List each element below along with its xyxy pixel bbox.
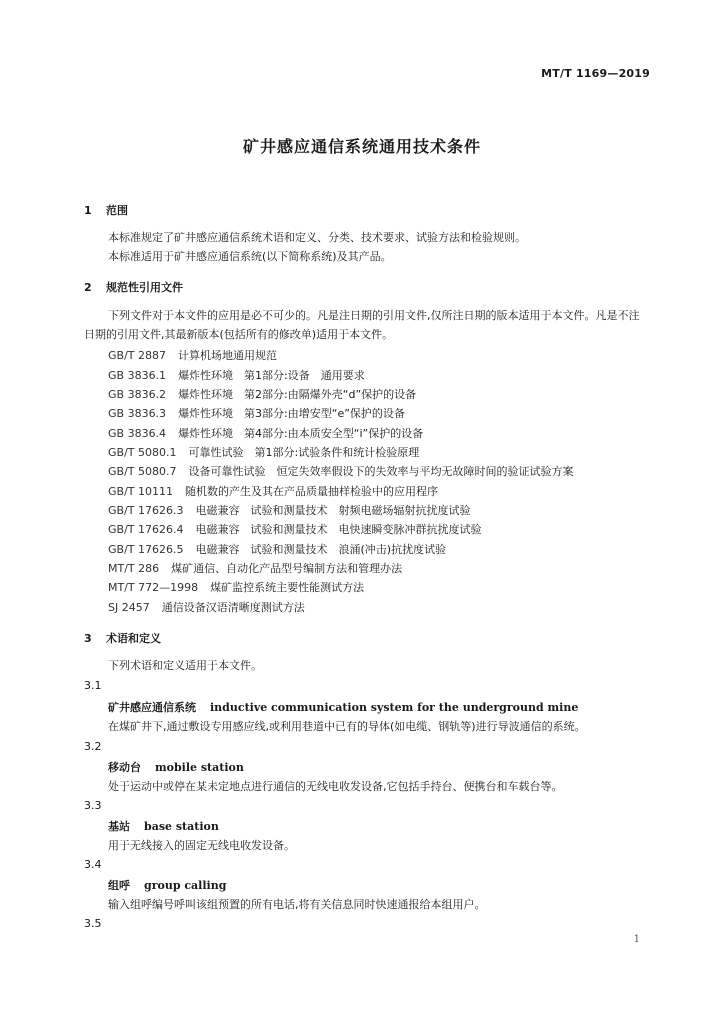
reference-item	[108, 425, 423, 441]
reference-item	[108, 463, 573, 479]
reference-item	[108, 405, 405, 421]
term-number: 3.1	[84, 679, 102, 692]
term-definition: 处于运动中或停在某未定地点进行通信的无线电收发设备,它包括手持台、便携台和车载台等。	[108, 780, 563, 793]
reference-name: 爆炸性环境 第3部分:由增安型“e”保护的设备	[178, 407, 405, 420]
reference-name: 煤矿通信、自动化产品型号编制方法和管理办法	[171, 562, 403, 575]
term-zh: 移动台	[108, 761, 141, 774]
paragraph: 本标准适用于矿井感应通信系统(以下简称系统)及其产品。	[108, 250, 392, 263]
term-definition: 在煤矿井下,通过敷设专用感应线,或利用巷道中已有的导体(如电缆、钢轨等)进行导波通信的系统。	[108, 720, 586, 733]
reference-name: 爆炸性环境 第2部分:由隔爆外壳“d”保护的设备	[178, 388, 417, 401]
section-2-heading	[84, 279, 183, 295]
reference-item	[108, 483, 438, 499]
reference-name: 电磁兼容 试验和测量技术 电快速瞬变脉冲群抗扰度试验	[195, 523, 482, 536]
reference-name: 电磁兼容 试验和测量技术 射频电磁场辐射抗扰度试验	[195, 504, 471, 517]
reference-name: 通信设备汉语清晰度测试方法	[161, 601, 305, 614]
term-zh: 基站	[108, 820, 130, 833]
document-title: 矿井感应通信系统通用技术条件	[242, 137, 481, 156]
section-title: 术语和定义	[106, 632, 161, 645]
reference-item	[108, 502, 470, 518]
reference-code: MT/T 772—1998	[108, 581, 199, 594]
reference-code: GB/T 17626.5	[108, 543, 184, 556]
term-en: group calling	[144, 879, 227, 892]
reference-code: MT/T 286	[108, 562, 160, 575]
term-zh: 组呼	[108, 879, 130, 892]
standard-code: MT/T 1169—2019	[541, 67, 650, 80]
term-entry	[108, 877, 226, 893]
reference-item	[108, 367, 365, 383]
paragraph: 下列术语和定义适用于本文件。	[108, 659, 262, 672]
section-number: 1	[84, 204, 92, 217]
section-number: 3	[84, 632, 92, 645]
reference-code: SJ 2457	[108, 601, 150, 614]
reference-name: 爆炸性环境 第4部分:由本质安全型“i”保护的设备	[178, 427, 424, 440]
reference-name: 煤矿监控系统主要性能测试方法	[210, 581, 365, 594]
page-number: 1	[633, 934, 640, 945]
reference-code: GB/T 10111	[108, 485, 173, 498]
term-number: 3.3	[84, 799, 102, 812]
reference-code: GB 3836.4	[108, 427, 167, 440]
term-number: 3.5	[84, 917, 102, 930]
term-entry	[108, 818, 219, 834]
section-3-heading	[84, 630, 161, 646]
reference-item	[108, 541, 446, 557]
reference-name: 随机数的产生及其在产品质量抽样检验中的应用程序	[185, 485, 438, 498]
reference-name: 可靠性试验 第1部分:试验条件和统计检验原理	[188, 446, 420, 459]
section-title: 范围	[106, 204, 128, 217]
term-entry	[108, 699, 578, 715]
term-en: base station	[144, 820, 219, 833]
reference-name: 爆炸性环境 第1部分:设备 通用要求	[178, 369, 365, 382]
reference-name: 电磁兼容 试验和测量技术 浪涌(冲击)抗扰度试验	[195, 543, 447, 556]
term-number: 3.2	[84, 740, 102, 753]
reference-code: GB/T 17626.3	[108, 504, 184, 517]
reference-code: GB/T 2887	[108, 349, 166, 362]
reference-code: GB 3836.1	[108, 369, 167, 382]
reference-code: GB/T 5080.1	[108, 446, 177, 459]
reference-item	[108, 347, 277, 363]
reference-item	[108, 599, 305, 615]
reference-code: GB/T 17626.4	[108, 523, 184, 536]
reference-item	[108, 444, 419, 460]
section-1-heading	[84, 202, 128, 218]
section-title: 规范性引用文件	[106, 281, 183, 294]
reference-item	[108, 579, 364, 595]
reference-code: GB 3836.3	[108, 407, 167, 420]
reference-name: 设备可靠性试验 恒定失效率假设下的失效率与平均无故障时间的验证试验方案	[188, 465, 574, 478]
reference-code: GB/T 5080.7	[108, 465, 177, 478]
paragraph: 本标准规定了矿井感应通信系统术语和定义、分类、技术要求、试验方法和检验规则。	[108, 231, 526, 244]
reference-item	[108, 560, 402, 576]
reference-code: GB 3836.2	[108, 388, 167, 401]
term-definition: 用于无线接入的固定无线电收发设备。	[108, 839, 295, 852]
term-en: mobile station	[155, 761, 244, 774]
term-definition: 输入组呼编号呼叫该组预置的所有电话,将有关信息同时快速通报给本组用户。	[108, 898, 486, 911]
term-en: inductive communication system for the underground mine	[210, 701, 579, 714]
term-number: 3.4	[84, 858, 102, 871]
paragraph: 下列文件对于本文件的应用是必不可少的。凡是注日期的引用文件,仅所注日期的版本适用于本文件。凡是不注日期的引用文件,其最新版本(包括所有的修改单)适用于本文件。	[84, 309, 640, 341]
term-entry	[108, 759, 244, 775]
reference-item	[108, 386, 416, 402]
reference-name: 计算机场地通用规范	[178, 349, 277, 362]
section-number: 2	[84, 281, 92, 294]
term-zh: 矿井感应通信系统	[108, 701, 196, 714]
reference-item	[108, 521, 481, 537]
